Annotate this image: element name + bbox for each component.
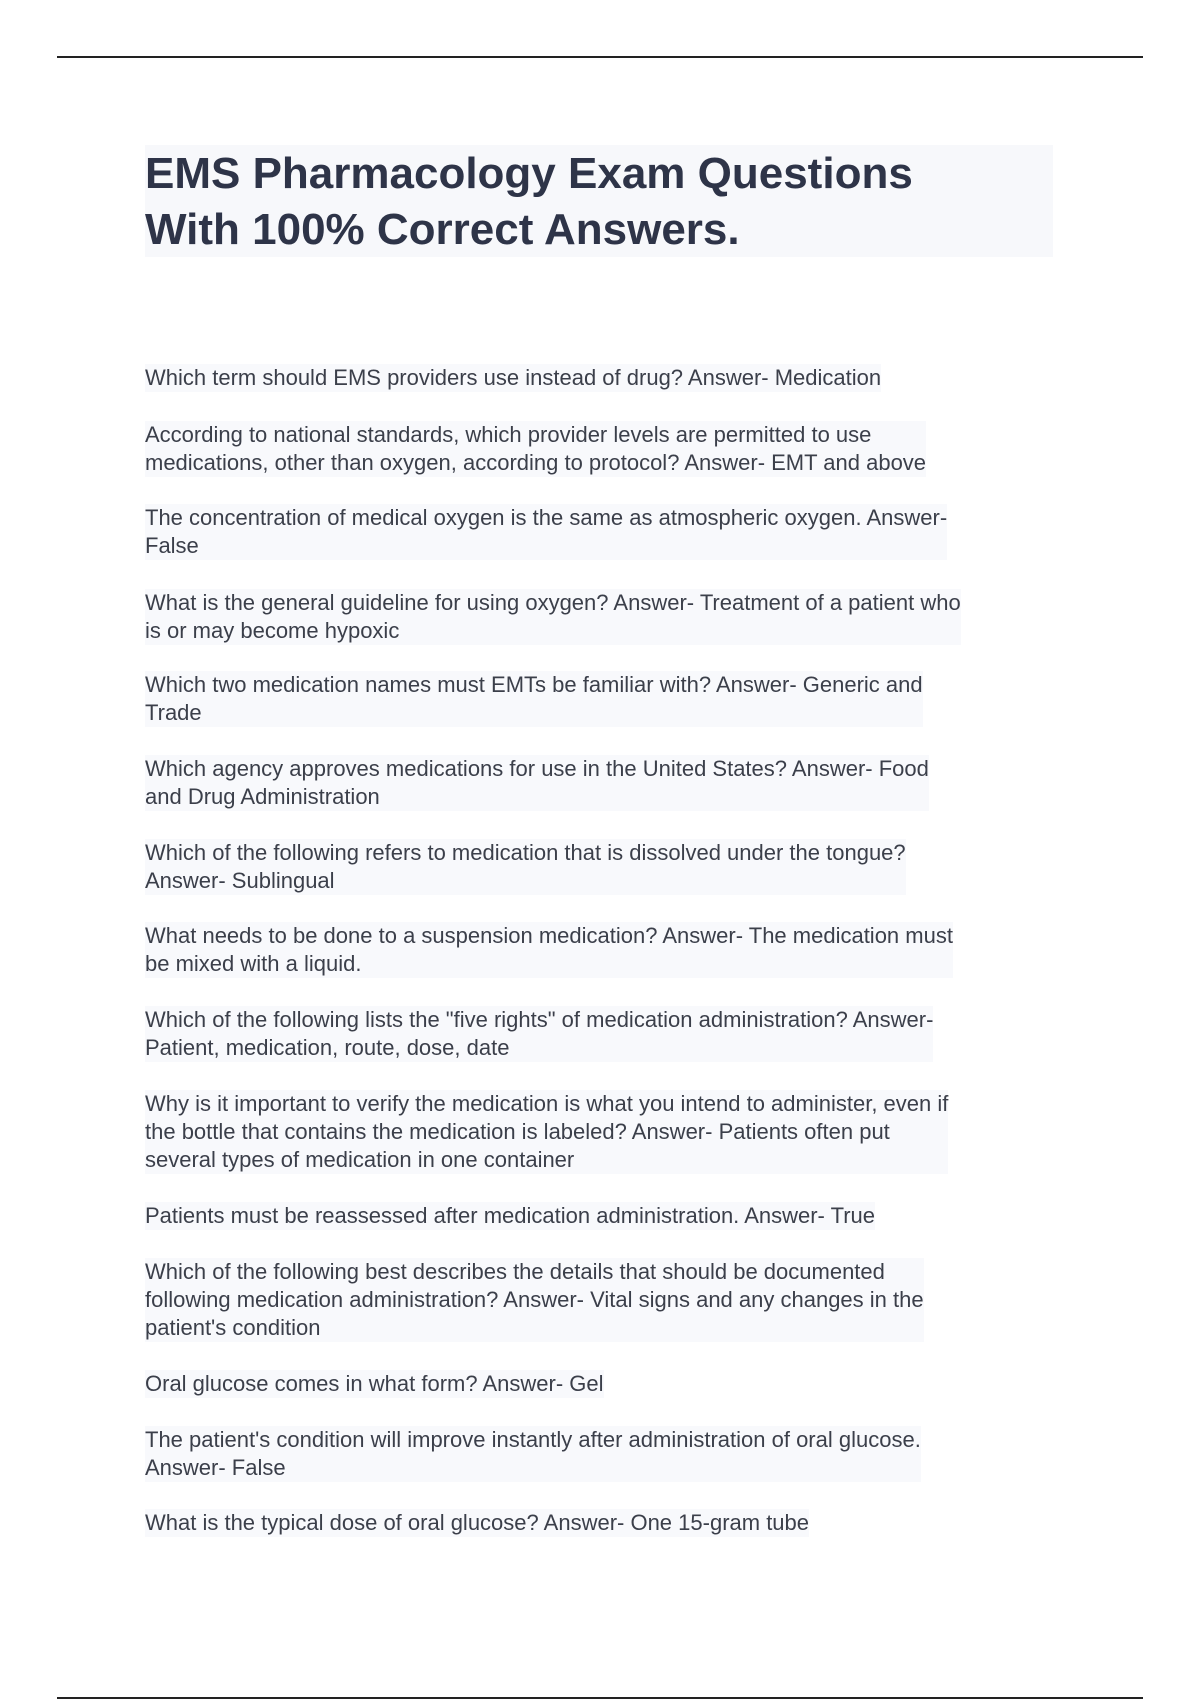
qa-item bbox=[145, 421, 926, 477]
document-title bbox=[145, 146, 1053, 258]
title-block bbox=[145, 145, 1053, 257]
qa-line: What is the general guideline for using oxygen? Answer- Treatment of a patient who bbox=[145, 590, 961, 615]
qa-item bbox=[145, 589, 961, 645]
qa-item bbox=[145, 1090, 948, 1174]
qa-line: and Drug Administration bbox=[145, 784, 380, 809]
qa-item bbox=[145, 922, 953, 978]
qa-line: Patients must be reassessed after medication administration. Answer- True bbox=[145, 1203, 876, 1228]
qa-item bbox=[145, 1006, 933, 1062]
qa-line: Answer- Sublingual bbox=[145, 868, 335, 893]
qa-item bbox=[145, 1202, 875, 1230]
qa-line: Which two medication names must EMTs be familiar with? Answer- Generic and bbox=[145, 672, 923, 697]
qa-line: be mixed with a liquid. bbox=[145, 951, 362, 976]
qa-line: the bottle that contains the medication is labeled? Answer- Patients often put bbox=[145, 1119, 890, 1144]
qa-item bbox=[145, 671, 923, 727]
qa-line: What is the typical dose of oral glucose? Answer- One 15-gram tube bbox=[145, 1510, 810, 1535]
qa-line: According to national standards, which provider levels are permitted to use bbox=[145, 422, 872, 447]
qa-item bbox=[145, 364, 881, 392]
qa-line: False bbox=[145, 533, 199, 558]
title-line-1: EMS Pharmacology Exam Questions bbox=[145, 149, 913, 198]
qa-item bbox=[145, 504, 947, 560]
qa-line: What needs to be done to a suspension medication? Answer- The medication must bbox=[145, 923, 953, 948]
qa-line: is or may become hypoxic bbox=[145, 618, 400, 643]
qa-line: Which of the following best describes the details that should be documented bbox=[145, 1259, 885, 1284]
qa-line: medications, other than oxygen, according to protocol? Answer- EMT and above bbox=[145, 450, 927, 475]
qa-line: Which of the following refers to medication that is dissolved under the tongue? bbox=[145, 840, 906, 865]
qa-line: several types of medication in one container bbox=[145, 1147, 575, 1172]
qa-item bbox=[145, 1426, 921, 1482]
qa-line: Answer- False bbox=[145, 1455, 286, 1480]
qa-line: Which term should EMS providers use instead of drug? Answer- Medication bbox=[145, 365, 882, 390]
header-rule bbox=[57, 56, 1143, 58]
qa-line: Trade bbox=[145, 700, 202, 725]
qa-line: The concentration of medical oxygen is the same as atmospheric oxygen. Answer- bbox=[145, 505, 948, 530]
qa-line: following medication administration? Answer- Vital signs and any changes in the bbox=[145, 1287, 924, 1312]
qa-line: Which agency approves medications for use in the United States? Answer- Food bbox=[145, 756, 929, 781]
qa-item bbox=[145, 1370, 604, 1398]
qa-line: Oral glucose comes in what form? Answer- Gel bbox=[145, 1371, 604, 1396]
qa-item bbox=[145, 1509, 809, 1537]
qa-line: Why is it important to verify the medication is what you intend to administer, even if bbox=[145, 1091, 949, 1116]
qa-line: patient's condition bbox=[145, 1315, 321, 1340]
qa-line: The patient's condition will improve instantly after administration of oral glucose. bbox=[145, 1427, 921, 1452]
qa-line: Patient, medication, route, dose, date bbox=[145, 1035, 510, 1060]
qa-item bbox=[145, 839, 906, 895]
qa-item bbox=[145, 755, 929, 811]
title-line-2: With 100% Correct Answers. bbox=[145, 205, 740, 254]
qa-line: Which of the following lists the "five rights" of medication administration? Answer- bbox=[145, 1007, 934, 1032]
footer-rule bbox=[57, 1697, 1143, 1699]
qa-item bbox=[145, 1258, 924, 1342]
